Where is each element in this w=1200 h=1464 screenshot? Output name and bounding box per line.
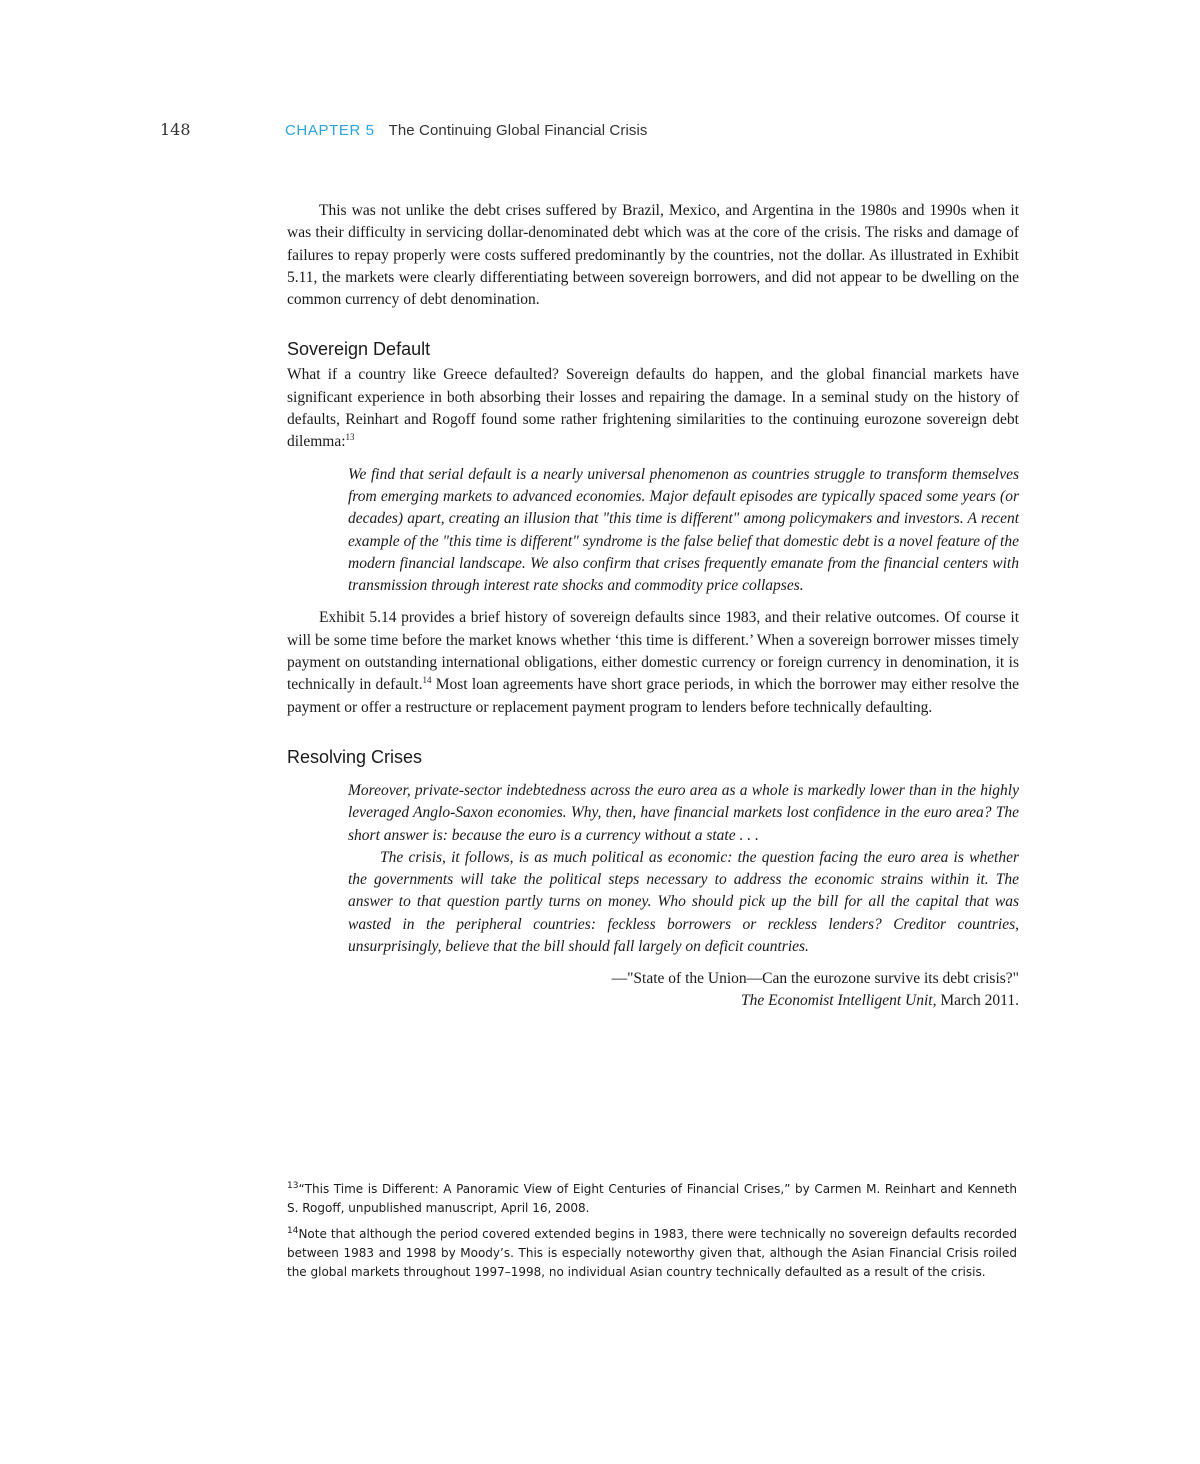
quote-text: We find that serial default is a nearly universal phenomenon as countries struggle to transform themselves from emerging markets to advanced economies. Major default episodes are typically spaced some years (or decades) apart, creating an illusion that "this time is different" among policymakers and investors. A recent example of the "this time is different" syndrome is the false belief that domestic debt is a novel feature of the modern financial landscape. We also confirm that crises frequently emanate from the financial centers with transmission through interest rate shocks and commodity price collapses.	[348, 465, 1019, 595]
sovereign-default-paragraph	[287, 364, 1019, 453]
quote-paragraph-1: Moreover, private-sector indebtedness across the euro area as a whole is markedly lower than in the highly leveraged Anglo-Saxon economies. Why, then, have financial markets lost confidence in the euro area? The short answer is: because the euro is a currency without a state . . .	[348, 781, 1019, 844]
main-content	[287, 200, 1019, 1012]
footnote-ref-13: 13	[345, 432, 355, 443]
attribution-source-line	[287, 990, 1019, 1012]
chapter-label: CHAPTER 5	[285, 122, 375, 139]
page-number: 148	[160, 120, 191, 139]
exhibit-paragraph	[287, 607, 1019, 718]
chapter-title: The Continuing Global Financial Crisis	[388, 122, 648, 139]
sovereign-default-heading: Sovereign Default	[287, 339, 431, 360]
footnotes	[287, 1180, 1017, 1289]
sovereign-default-text: What if a country like Greece defaulted? Sovereign defaults do happen, and the global financial markets have significant experience in both absorbing their losses and repairing the damage. In a seminal study on the history of defaults, Reinhart and Rogoff found some rather frightening similarities to the continuing eurozone sovereign debt dilemma:	[287, 366, 1019, 451]
footnote-ref-14: 14	[422, 675, 432, 686]
footnote-number: 14	[287, 1226, 299, 1236]
exhibit-text-b: Most loan agreements have short grace periods, in which the borrower may either resolve the payment or offer a restructure or replacement payment program to lenders before technically defaulting.	[287, 676, 1019, 716]
quote-paragraph-2: The crisis, it follows, is as much political as economic: the question facing the euro area is whether the governments will take the political steps necessary to address the economic strains within it. The answer to that question partly turns on money. Who should pick up the bill for all the capital that was wasted in the peripheral countries: feckless borrowers or reckless lenders? Creditor countries, unsurprisingly, believe that the bill should fall largely on deficit countries.	[348, 848, 1019, 956]
attribution-line: —"State of the Union—Can the eurozone survive its debt crisis?"	[611, 970, 1019, 988]
footnote-text: Note that although the period covered extended begins in 1983, there were technically no sovereign defaults recorded between 1983 and 1998 by Moody’s. This is especially noteworthy given that, although the Asian Financial Crisis roiled the global markets throughout 1997–1998, no individual Asian country technically defaulted as a result of the crisis.	[287, 1227, 1017, 1279]
intro-paragraph: This was not unlike the debt crises suffered by Brazil, Mexico, and Argentina in the 1980s and 1990s when it was their difficulty in servicing dollar-denominated debt which was at the core of the crisis. The risks and damage of failures to repay properly were costs suffered predominantly by the countries, not the dollar. As illustrated in Exhibit 5.11, the markets were clearly differentiating between sovereign borrowers, and did not appear to be dwelling on the common currency of debt denomination.	[287, 202, 1019, 309]
exhibit-text-a: Exhibit 5.14 provides a brief history of sovereign defaults since 1983, and their relative outcomes. Of course it will be some time before the market knows whether ‘this time is different.’ When a sovereign borrower misses timely payment on outstanding international obligations, either domestic currency or foreign currency in denomination, it is technically in default.	[287, 609, 1019, 694]
running-header	[285, 122, 648, 139]
reinhart-rogoff-quote	[348, 464, 1019, 598]
footnote-text: “This Time is Different: A Panoramic View of Eight Centuries of Financial Crises,” by Carmen M. Reinhart and Kenneth S. Rogoff, unpublished manuscript, April 16, 2008.	[287, 1182, 1017, 1215]
footnote-14	[287, 1225, 1017, 1282]
quote-attribution	[287, 968, 1019, 1012]
economist-quote	[348, 780, 1019, 958]
footnote-number: 13	[287, 1181, 299, 1191]
attribution-source: The Economist Intelligent Unit,	[741, 992, 937, 1010]
resolving-crises-heading: Resolving Crises	[287, 746, 423, 767]
footnote-13	[287, 1180, 1017, 1218]
attribution-date: March 2011.	[936, 992, 1019, 1010]
